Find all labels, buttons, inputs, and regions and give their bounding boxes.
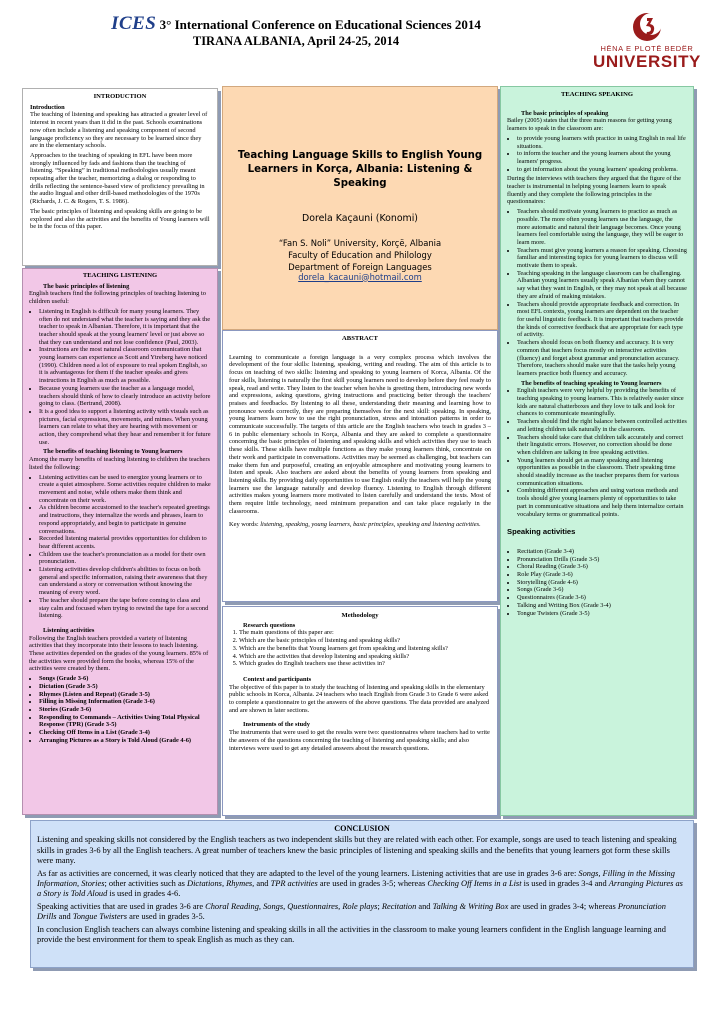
research-questions-list [229, 629, 491, 668]
list-item: • Songs (Grade 3-6) [39, 675, 211, 683]
list-item: • Responding to Commands – Activities Using Total Physical Response (TPR) (Grade 3-5) [39, 714, 211, 729]
list-item: • Teachers must give young learners a reason for speaking. Choosing familiar and interesting topics for young learners to discuss will motivate them to speak. [517, 247, 687, 270]
list-item: • Combining different approaches and using various methods and tools should give young learners plenty of opportunities to take part in communicative situations and help them internalize certain vocabulary terms or grammatical points. [517, 487, 687, 518]
speaking-interviews-intro: During the interviews with teachers they argued that the figure of the teacher is instrumental in helping young learners learn to speak fluently and they complete the following principles in the questionnaires: [507, 175, 681, 206]
list-item: • to provide young learners with practice in using English in real life situations. [517, 135, 687, 150]
context-subheading: Context and participants [243, 675, 312, 683]
list-item: 3. Which are the benefits that Young learners get from speaking and listening skills? [239, 645, 491, 653]
abstract-keywords [229, 521, 491, 529]
introduction-panel [22, 88, 218, 266]
conclusion-heading: CONCLUSION [334, 824, 390, 833]
affiliation-department: Department of Foreign Languages [288, 261, 432, 272]
text-run: and [416, 901, 433, 911]
research-questions-subheading: Research questions [243, 621, 296, 629]
author-email-link[interactable]: dorela_kacauni@hotmail.com [298, 271, 422, 282]
list-item: 2. Which are the basic principles of listening and speaking skills? [239, 637, 491, 645]
author-affiliation [233, 237, 487, 273]
introduction-subheading: Introduction [30, 103, 65, 111]
listening-principles-subheading: The basic principles of listening [43, 282, 130, 290]
university-emblem-icon [632, 12, 662, 42]
text-run: are used in grades 3-5; whereas [317, 879, 428, 889]
listening-principles-intro: English teachers find the following principles of teaching listening to children useful: [29, 290, 206, 306]
text-run: are used in grades 3-5. [127, 912, 205, 922]
text-run: and [56, 912, 73, 922]
listening-benefits-intro: Among the many benefits of teaching listening to children the teachers listed the following: [29, 456, 211, 471]
list-item: 1. The main questions of this paper are: [239, 629, 491, 637]
text-run: Speaking activities that are used in grades 3-6 are [37, 901, 206, 911]
text-run: As far as activities are concerned, it was clearly noticed that they are adapted to the level of the young learners. Listening activities that are use in grades 3-6 are: [37, 868, 579, 878]
conference-header [86, 13, 506, 49]
list-item: • Young learners should get as many speaking and listening opportunities as possible in the classroom. Their speaking time should steadily increase as the teacher prepares them for various communication situations. [517, 457, 687, 488]
speaking-activities-list [507, 548, 687, 617]
list-item: • Recorded listening material provides opportunities for children to hear different accents. [39, 535, 211, 550]
text-run: is used in grades 3-4 and [521, 879, 609, 889]
listening-benefits-list [29, 474, 211, 620]
list-item: • Teachers should find the right balance between controlled activities and letting children talk naturally in the classroom. [517, 418, 687, 433]
keywords-text: listening, speaking, young learners, basic principles, speaking and listening activities. [260, 521, 481, 529]
list-item: • Pronunciation Drills (Grade 3-5) [517, 556, 687, 564]
text-run: Checking Off Items in a List [427, 879, 522, 889]
list-item: • Rhymes (Listen and Repeat) (Grade 3-5) [39, 691, 211, 699]
list-item: • Stories (Grade 3-6) [39, 706, 211, 714]
list-item: • Arranging Pictures as a Story is Told Aloud (Grade 4-6) [39, 737, 211, 745]
text-run: Choral Reading, Songs, Questionnaires, Role plays [205, 901, 378, 911]
list-item: • Dictation (Grade 3-5) [39, 683, 211, 691]
conference-title-text: 3° International Conference on Educational Sciences 2014 [159, 17, 481, 32]
list-item: • Choral Reading (Grade 3-6) [517, 563, 687, 571]
list-item: • The teacher should prepare the tape before coming to class and stay calm and focused when trying to rewind the tape for a second listening. [39, 597, 211, 620]
list-item: • Questionnaires (Grade 3-6) [517, 594, 687, 602]
speaking-benefits-subheading: The benefits of teaching speaking to Young learners [521, 379, 662, 387]
list-item: • Teachers should provide appropriate feedback and correction. In most EFL contexts, young learners are dependent on the teacher for useful linguistic feedback. It is important that teachers provide the kinds of corrective feedback that are appropriate for each type of activity. [517, 301, 687, 340]
list-item: • Teachers should motivate young learners to practice as much as possible. The more often young learners use the language, the more automatic and natural their language becomes. Once young learners feel comfortable using the language, they will be eager to learn more. [517, 208, 687, 247]
list-item: • Checking Off Items in a List (Grade 3-4) [39, 729, 211, 737]
conference-acronym: ICES [111, 13, 157, 34]
introduction-heading: INTRODUCTION [93, 93, 147, 100]
conference-title-line1 [86, 13, 506, 34]
list-item: • Children use the teacher's pronunciation as a model for their own pronunciation. [39, 551, 211, 566]
list-item: • Listening in English is difficult for many young learners. They often do not understand what the teacher is saying and they ask the teacher to speak in Albanian. Therefore, it is important that the teacher should speak at the young learners' level or just above so that they can understand and not lose confidence (Paul, 2003). [39, 308, 211, 347]
methodology-heading: Methodology [341, 612, 379, 619]
intro-paragraph: The teaching of listening and speaking has attracted a greater level of interest in recent years than it did in the past. Schools examinations now often include a listening and speaking component of second language proficiency so they are necessary to be learned since they are in the elementary schools. [30, 111, 208, 150]
speaking-activities-heading: Speaking activities [507, 527, 576, 537]
paper-title-panel [222, 86, 498, 330]
list-item: • Teaching speaking in the language classroom can be challenging. Albanian young learners usually speak Albanian when they cannot say what they want in English, or they may not speak at all because they are afraid of making mistakes. [517, 270, 687, 301]
conclusion-panel [30, 820, 694, 968]
list-item: • Teachers should take care that children talk accurately and correct their linguistic errors. However, no correction should be done when children are talking in free speaking activities. [517, 434, 687, 457]
text-run: are used in grades 3-4; whereas [508, 901, 618, 911]
intro-paragraph: Approaches to the teaching of speaking in EFL have been more strongly influenced by fads and fashions than the teaching of listening. “Speaking” in traditional methodologies usually meant repeating after the teacher, memorizing a dialog or responding to drills reflecting the sentence-based view of proficiency prevailing in the audio lingual and other drill-based methodologies of the 1970s (Richards, J. C. & Rogers, T. S. 1986). [30, 151, 205, 206]
text-run: ; [377, 901, 382, 911]
speaking-heading: TEACHING SPEAKING [561, 91, 633, 98]
list-item: • Filling in Missing Information (Grade 3-6) [39, 698, 211, 706]
list-item: • Songs (Grade 3-6) [517, 586, 687, 594]
list-item: • to inform the teacher and the young learners about the young learners' progress. [517, 150, 687, 165]
keywords-label: Key words: [229, 521, 259, 529]
text-run: is used in grades 4-6. [107, 889, 181, 899]
list-item: • Storytelling (Grade 4-6) [517, 579, 687, 587]
text-run: Songs, Filling in the Missing Information, Stories [37, 868, 675, 889]
listening-heading: TEACHING LISTENING [82, 272, 158, 279]
list-item: • Tongue Twisters (Grade 3-5) [517, 610, 687, 618]
list-item: • As children become accustomed to the teacher's repeated greetings and instructions, they internalize the words and phrases, learn to respond appropriately, and begin to participate in genuine conversations. [39, 504, 211, 535]
list-item: • Recitation (Grade 3-4) [517, 548, 687, 556]
list-item: 5. Which grades do English teachers use these activities in? [239, 660, 491, 668]
logo-line-1: HËNA E PLOTË BEDËR [600, 44, 694, 53]
speaking-reasons-list [507, 135, 687, 174]
list-item: 4. Which are the activities that develop listening and speaking skills? [239, 653, 491, 661]
affiliation-university: “Fan S. Noli” University, Korçë, Albania [278, 237, 442, 248]
list-item: • Teachers should focus on both fluency and accuracy. It is very common that teachers focus mostly on interactive activities (fluency) and forget about grammar and pronunciation accuracy. Therefore, teachers should make sure that the tasks help young learners practice both fluency and accuracy. [517, 339, 687, 378]
conference-venue-date: TIRANA ALBANIA, April 24-25, 2014 [192, 34, 400, 48]
text-run: ; other activities such as [104, 879, 188, 889]
list-item: • Listening activities develop children's abilities to focus on both general and specific information, raising their awareness that they can understand a story or conversation without knowing the meaning of every word. [39, 566, 211, 597]
text-run: Tongue Twisters [72, 912, 128, 922]
logo-line-2: UNIVERSITY [592, 52, 702, 71]
text-run: Pronunciation Drills [37, 901, 666, 922]
university-logo [592, 12, 702, 78]
text-run: and [254, 879, 271, 889]
speaking-principles-intro: Bailey (2005) states that the three main reasons for getting young learners to speak in the classroom are: [507, 117, 672, 133]
list-item: • It is a good idea to support a listening activity with visuals such as pictures, facial expressions, movements, and mimes. When young learners can relate to what they are hearing with movement or action, they comprehend what they hear and remember it for future use. [39, 408, 211, 447]
affiliation-faculty: Faculty of Education and Philology [288, 249, 432, 260]
list-item: • Talking and Writing Box (Grade 3-4) [517, 602, 687, 610]
listening-activities-intro: Following the English teachers provided a variety of listening activities that they incorporate into their lessons to teach listening. These activities depended on the grades of the young learners. 85% of the activities were provided form the books, whereas 15% of the activities were created by them. [29, 634, 209, 673]
speaking-principles-list [507, 208, 687, 377]
intro-paragraph: The basic principles of listening and speaking skills are going to be explored and also the activities and the benefits of Young learners will be in the focus of this paper. [30, 207, 210, 231]
listening-benefits-subheading: The benefits of teaching listening to Young learners [43, 448, 183, 456]
text-run: Recitation [381, 901, 417, 911]
speaking-benefits-list [507, 387, 687, 518]
instruments-subheading: Instruments of the study [243, 721, 310, 729]
list-item: • Role Play (Grade 3-6) [517, 571, 687, 579]
text-run: TPR activities [270, 879, 318, 889]
abstract-heading: ABSTRACT [342, 335, 378, 342]
abstract-panel [222, 330, 498, 602]
text-run: Talking & Writing Box [432, 901, 509, 911]
abstract-text: Learning to communicate a foreign language is a very complex process which involves the development of the four skills: listening, speaking, writing and reading. The aim of this article is to focus on teaching of two skills: listening and speaking to young learners of Korca, Albania. Of the four skills, listening is naturally the first skill young learners need to develop before they feel ready to speak, read and write. They listen to the teacher when he/she is greeting them, introducing new words and expressions, asking questions, giving instructions and practicing better through the teachers' praises and feedbacks. By listening to all these, understanding their meaning and learning how to pronounce words correctly, they are preparing themselves for the next skill: speaking. In speaking, young learners learn how to use the right pronunciation, stress and intonation patterns in order to communicate successfully. The targets of this article are the English teachers who teach in grades 3 – 6 in public elementary schools in Korça, Albania and they are asked to complete a questionnaire concerning the basic principles of listening and speaking skills and which activities they use to teach these skills. These skills have multiple functions as they make young learners think, concentrate on their work and participate in conversations. Activities may be seemed as challenging, but teachers can make them fun and purposeful, creating an enjoyable atmosphere and motivating young learners to listen and speak. Also teachers are asked about the benefits of young learners from speaking and listening skills. By providing daily opportunities to use English orally the teachers will help the young learners use the language naturally and develop fluency. Listening to English through different activities makes young learners more motivated to listen carefully and understand the texts. Most of them require little technology, need minimum preparation and can take place regularly in the classrooms. [229, 353, 491, 515]
paper-title: Teaching Language Skills to English Young Learners in Korça, Albania: Listening & Speaking [237, 150, 483, 189]
text-run: Dictations, Rhymes, [187, 879, 255, 889]
teaching-listening-panel [22, 268, 218, 815]
context-text: The objective of this paper is to study the teaching of listening and speaking skills in the elementary public schools in Korca, Albania. 24 teachers who teach English from Grade 3 to Grade 6 were asked to complete a questionnaire to get the answers of the above questions. The data provided are analyzed and are shown in later sections. [229, 683, 490, 714]
list-item: • Instructions are the most natural classroom communication that young learners can experience as Scott and Ytreberg have noticed (1990). Children need a lot of exposure to real spoken English, so it is advantageous for them if the teacher speaks and gives instructions in English as much as possible. [39, 346, 211, 385]
teaching-speaking-panel [500, 86, 694, 816]
conclusion-paragraph-3 [37, 902, 687, 923]
listening-activities-list [29, 675, 211, 744]
list-item: • Because young learners use the teacher as a language model, teachers should think of how to clearly introduce an activity before going to class. (Bertrand, 2008). [39, 385, 211, 408]
instruments-text: The instruments that were used to get the results were two: questionnaires where teachers had to write the answers of the questions concerning the teaching of listening and speaking skills; and also interviews were used to get any detailed answers about the research questions. [229, 729, 490, 752]
list-item: • English teachers were very helpful by providing the benefits of teaching speaking to young learners. This is relatively easier since kids are natural chatterboxes and they love to talk and look for chances to communicate meaningfully. [517, 387, 687, 418]
listening-principles-list [29, 308, 211, 447]
conclusion-paragraph-2 [37, 869, 687, 900]
paper-author: Dorela Kaçauni (Konomi) [302, 213, 418, 224]
speaking-principles-subheading: The basic principles of speaking [521, 109, 609, 117]
text-run: Arranging Pictures as a Story is Told Aloud [37, 879, 683, 899]
list-item: • Listening activities can be used to energize young learners or to create a quiet atmosphere. Some activities require children to make movement and noise, while others make them think and concentrate on their work. [39, 474, 211, 505]
listening-activities-subheading: Listening activities [43, 626, 95, 634]
conclusion-paragraph-1: Listening and speaking skills not considered by the English teachers as two independent skills but they are related with each other. For example, songs are used to teach listening and speaking skills in grades 3-6 by all the English teachers. A great number of teachers knew the basic principles of listening and speaking skills and the benefits that young learners got form these skills were many. [37, 835, 677, 866]
list-item: • to get information about the young learners' speaking problems. [517, 166, 687, 174]
methodology-panel [222, 606, 498, 816]
conclusion-paragraph-4: In conclusion English teachers can always combine listening and speaking skills in all the activities in the classroom to make young learners confident in the English language learning and provide the best environment for them to speak English as much as they can. [37, 924, 666, 945]
